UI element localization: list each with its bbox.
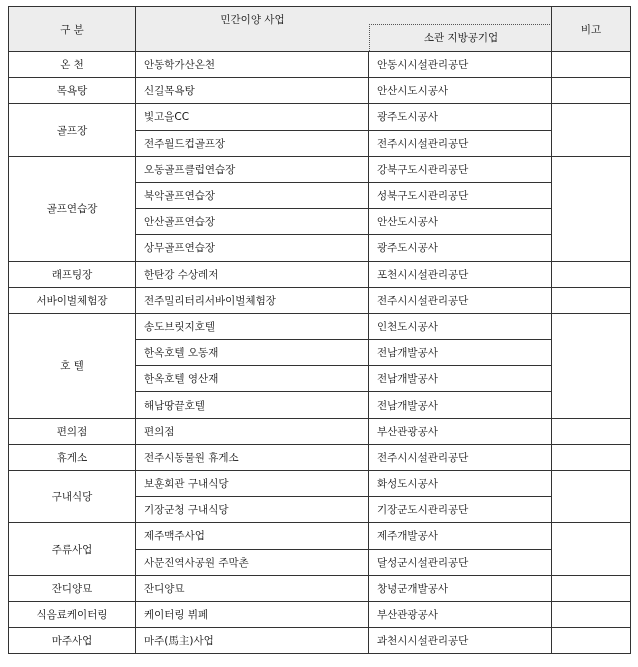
org-cell: 전남개발공사 [369, 392, 552, 418]
project-cell: 한옥호텔 오동재 [136, 340, 369, 366]
note-cell [552, 575, 631, 601]
privatization-table [8, 6, 631, 654]
table-row [9, 313, 631, 339]
org-cell: 기장군도시관리공단 [369, 497, 552, 523]
org-cell: 전주시시설관리공단 [369, 130, 552, 156]
table-row [9, 261, 631, 287]
note-cell [552, 444, 631, 470]
project-cell: 편의점 [136, 418, 369, 444]
project-cell: 케이터링 뷔페 [136, 601, 369, 627]
category-cell: 목욕탕 [9, 78, 136, 104]
table-row [9, 601, 631, 627]
org-cell: 전남개발공사 [369, 366, 552, 392]
category-cell: 골프연습장 [9, 156, 136, 261]
org-cell: 인천도시공사 [369, 313, 552, 339]
note-cell [552, 78, 631, 104]
org-cell: 안동시시설관리공단 [369, 52, 552, 78]
project-cell: 한탄강 수상레저 [136, 261, 369, 287]
note-cell [552, 418, 631, 444]
note-cell [552, 104, 631, 156]
table-row [9, 523, 631, 549]
category-cell: 잔디양묘 [9, 575, 136, 601]
category-cell: 호 텔 [9, 313, 136, 418]
project-cell: 사문진역사공원 주막촌 [136, 549, 369, 575]
org-cell: 창녕군개발공사 [369, 575, 552, 601]
org-cell: 강북구도시관리공단 [369, 156, 552, 182]
table-row [9, 287, 631, 313]
org-cell: 제주개발공사 [369, 523, 552, 549]
category-cell: 마주사업 [9, 628, 136, 654]
note-cell [552, 471, 631, 523]
project-cell: 북악골프연습장 [136, 182, 369, 208]
project-cell: 전주시동물원 휴게소 [136, 444, 369, 470]
note-cell [552, 287, 631, 313]
project-cell: 상무골프연습장 [136, 235, 369, 261]
project-cell: 안동학가산온천 [136, 52, 369, 78]
table-row [9, 471, 631, 497]
table-row [9, 444, 631, 470]
org-cell: 안산도시공사 [369, 209, 552, 235]
table-row [9, 418, 631, 444]
table-row [9, 156, 631, 182]
project-cell: 마주(馬主)사업 [136, 628, 369, 654]
category-cell: 구내식당 [9, 471, 136, 523]
category-cell: 서바이벌체험장 [9, 287, 136, 313]
project-cell: 오동골프클럽연습장 [136, 156, 369, 182]
project-cell: 빛고을CC [136, 104, 369, 130]
table-row [9, 104, 631, 130]
table-row [9, 575, 631, 601]
org-cell: 광주도시공사 [369, 235, 552, 261]
project-cell: 보훈회관 구내식당 [136, 471, 369, 497]
category-cell: 휴게소 [9, 444, 136, 470]
note-cell [552, 156, 631, 261]
category-cell: 래프팅장 [9, 261, 136, 287]
org-cell: 포천시시설관리공단 [369, 261, 552, 287]
project-cell: 송도브릿지호텔 [136, 313, 369, 339]
project-cell: 기장군청 구내식당 [136, 497, 369, 523]
org-cell: 전주시시설관리공단 [369, 287, 552, 313]
category-cell: 골프장 [9, 104, 136, 156]
header-category: 구 분 [9, 7, 136, 52]
project-cell: 전주월드컵골프장 [136, 130, 369, 156]
note-cell [552, 261, 631, 287]
org-cell: 안산시도시공사 [369, 78, 552, 104]
org-cell: 부산관광공사 [369, 418, 552, 444]
org-cell: 전주시시설관리공단 [369, 444, 552, 470]
org-cell: 광주도시공사 [369, 104, 552, 130]
project-cell: 전주밀리터리서바이벌체험장 [136, 287, 369, 313]
project-cell: 신길목욕탕 [136, 78, 369, 104]
category-cell: 식음료케이터링 [9, 601, 136, 627]
note-cell [552, 628, 631, 654]
header-note: 비고 [552, 7, 631, 52]
org-cell: 부산관광공사 [369, 601, 552, 627]
org-cell: 성북구도시관리공단 [369, 182, 552, 208]
project-cell: 안산골프연습장 [136, 209, 369, 235]
project-cell: 한옥호텔 영산재 [136, 366, 369, 392]
category-cell: 온 천 [9, 52, 136, 78]
table-row [9, 52, 631, 78]
table-header-row [9, 7, 631, 52]
org-cell: 전남개발공사 [369, 340, 552, 366]
table-row [9, 78, 631, 104]
note-cell [552, 601, 631, 627]
project-cell: 잔디양묘 [136, 575, 369, 601]
header-project-group [136, 7, 552, 52]
org-cell: 과천시시설관리공단 [369, 628, 552, 654]
project-cell: 해남땅끝호텔 [136, 392, 369, 418]
header-private-project: 민간이양 사업 [220, 14, 285, 26]
category-cell: 편의점 [9, 418, 136, 444]
org-cell: 화성도시공사 [369, 471, 552, 497]
header-public-company: 소관 지방공기업 [369, 24, 552, 51]
note-cell [552, 523, 631, 575]
note-cell [552, 52, 631, 78]
table-row [9, 628, 631, 654]
org-cell: 달성군시설관리공단 [369, 549, 552, 575]
project-cell: 제주맥주사업 [136, 523, 369, 549]
note-cell [552, 313, 631, 418]
category-cell: 주류사업 [9, 523, 136, 575]
